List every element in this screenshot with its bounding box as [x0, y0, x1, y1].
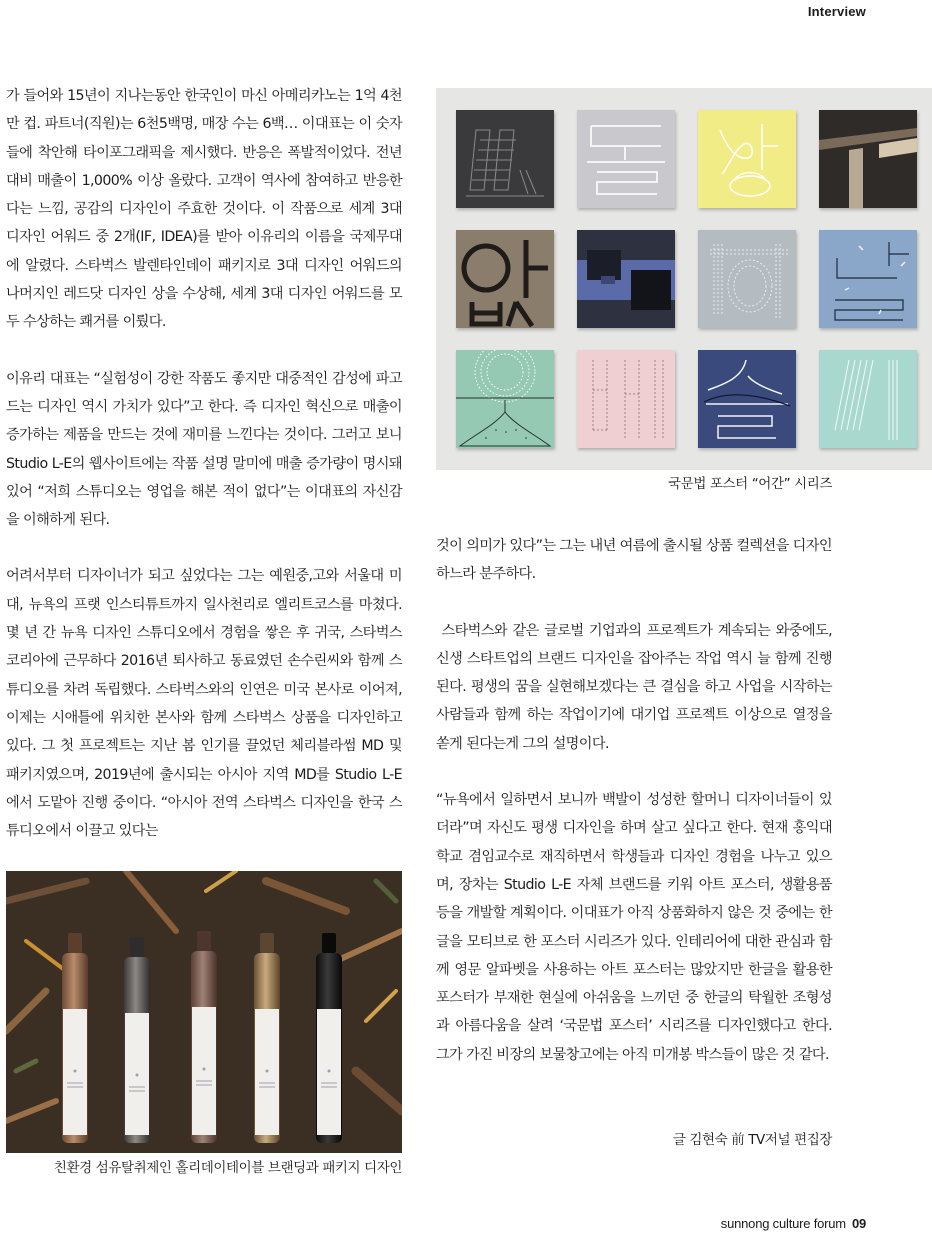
poster-tile	[698, 110, 796, 208]
poster-tile	[698, 230, 796, 328]
byline: 글 김현숙 前 TV저널 편집장	[672, 1132, 832, 1148]
paragraph: 가 들어와 15년이 지나는동안 한국인이 마신 아메리카노는 1억 4천만 컵. 파트너(직원)는 6천5백명, 매장 수는 6백… 이대표는 이 숫자들에 착안해 타이포그래픽을 제시했다. 반응은 폭발적이었다. 전년대비 매출이 1,000% 이상 올랐다. 고객이 역사에 참여하고 반응한다는 느낌, 공감의 디자인이 주효한 것이다. 이 작품으로 세계 3대 디자인 어워드 중 2개(IF, IDEA)를 받아 이유리의 이름을 국제무대에 알렸다. 스타벅스 발렌타인데이 패키지로 3대 디자인 어워드의 나머지인 레드닷 디자인 상을 수상해, 세계 3대 디자인 어워드를 모두 수상하는 쾌거를 이뤘다.	[6, 88, 402, 331]
paragraph: 어려서부터 디자이너가 되고 싶었다는 그는 예원중,고와 서울대 미대, 뉴욕의 프랫 인스티튜트까지 일사천리로 엘리트코스를 마쳤다. 몇 년 간 뉴욕 디자인 스튜디오에서 경험을 쌓은 후 귀국, 스타벅스 코리아에 근무하다 2016년 퇴사하고 동료였던 손수린씨와 함께 스튜디오를 차려 독립했다. 스타벅스와의 인연은 미국 본사로 이어져, 이제는 시애틀에 위치한 본사와 함께 스타벅스 상품을 디자인하고 있다. 그 첫 프로젝트는 지난 봄 인기를 끌었던 체리블라썸 MD 및 패키지였으며, 2019년에 출시되는 아시아 지역 MD를 Studio L-E에서 도맡아 진행 중이다. “아시아 전역 스타벅스 디자인을 한국 스튜디오에서 이끌고 있다는	[6, 568, 402, 840]
right-column	[436, 532, 836, 1069]
poster-tile	[456, 230, 554, 328]
publication-name: sunnong culture forum	[720, 1216, 846, 1231]
poster-tile	[456, 350, 554, 448]
poster-tile	[577, 110, 675, 208]
bottle-photo-caption: 친환경 섬유탈취제인 홀리데이테이블 브랜딩과 패키지 디자인	[53, 1160, 402, 1176]
poster-tile	[819, 110, 917, 208]
poster-tile	[577, 350, 675, 448]
product-bottles-photo	[6, 871, 402, 1153]
page-number: 09	[851, 1216, 866, 1231]
section-label: Interview	[807, 4, 866, 19]
poster-series-image	[436, 88, 932, 470]
page-footer	[721, 1216, 866, 1231]
paragraph: 것이 의미가 있다”는 그는 내년 여름에 출시될 상품 컬렉션을 디자인하느라 분주하다.	[436, 538, 832, 583]
left-column	[6, 82, 402, 845]
poster-tile	[819, 230, 917, 328]
poster-tile	[819, 350, 917, 448]
paragraph: “뉴욕에서 일하면서 보니까 백발이 성성한 할머니 디자이너들이 있더라”며 자신도 평생 디자인을 하며 살고 싶다고 한다. 현재 홍익대학교 겸임교수로 재직하면서 학생들과 디자인 경험을 나누고 있으며, 장차는 Studio L-E 자체 브랜드를 키워 아트 포스터, 생활용품 등을 개발할 계획이다. 이대표가 아직 상품화하지 않은 것 중에는 한글을 모티브로 한 포스터 시리즈가 있다. 인테리어에 대한 관심과 함께 영문 알파벳을 사용하는 아트 포스터는 많았지만 한글을 활용한 포스터가 부재한 현실에 아쉬움을 느끼던 중 한글의 탁월한 조형성과 아름다움을 살려 ‘국문법 포스터’ 시리즈를 디자인했다고 한다. 그가 가진 비장의 보물창고에는 아직 미개봉 박스들이 많은 것 같다.	[436, 792, 832, 1063]
paragraph: 스타벅스와 같은 글로벌 기업과의 프로젝트가 계속되는 와중에도, 신생 스타트업의 브랜드 디자인을 잡아주는 작업 역시 늘 함께 진행된다. 평생의 꿈을 실현해보겠다는 큰 결심을 하고 사업을 시작하는 사람들과 함께 하는 작업이기에 대기업 프로젝트 이상으로 열정을 쏟게 된다는게 그의 설명이다.	[436, 622, 836, 752]
poster-tile	[698, 350, 796, 448]
poster-caption: 국문법 포스터 “어간” 시리즈	[668, 476, 832, 492]
poster-tile	[577, 230, 675, 328]
poster-tile	[456, 110, 554, 208]
paragraph: 이유리 대표는 “실험성이 강한 작품도 좋지만 대중적인 감성에 파고드는 디자인 역시 가치가 있다”고 한다. 즉 디자인 혁신으로 매출이 증가하는 제품을 만드는 것에 재미를 느낀다는 것이다. 그러고 보니 Studio L-E의 웹사이트에는 작품 설명 말미에 매출 증가량이 명시돼 있어 “저희 스튜디오는 영업을 해본 적이 없다”는 이대표의 자신감을 이해하게 된다.	[6, 370, 402, 529]
